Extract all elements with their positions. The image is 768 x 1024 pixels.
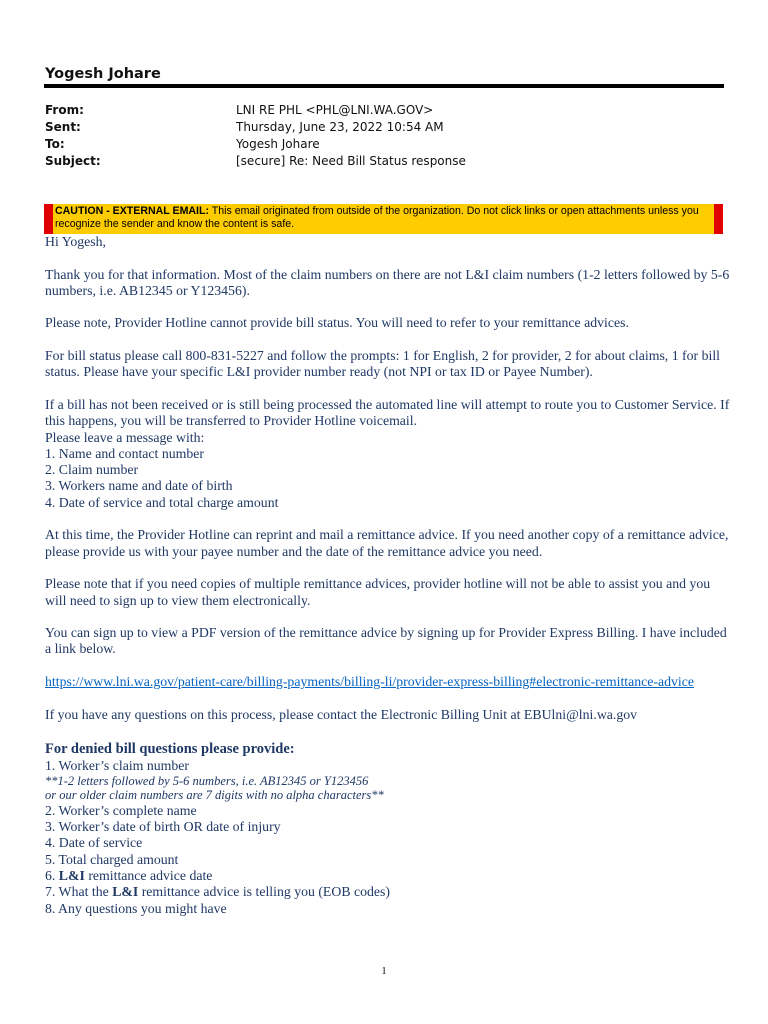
sent-label: Sent: xyxy=(45,120,81,134)
paragraph-ebu-contact: If you have any questions on this process, please contact the Electronic Billing Unit at EBUlni@lni.wa.gov xyxy=(45,706,638,722)
denied-list-item: 6. L&I remittance advice date xyxy=(45,867,213,883)
denied-bill-heading: For denied bill questions please provide: xyxy=(45,741,295,758)
to-value: Yogesh Johare xyxy=(236,137,320,151)
header-row-to xyxy=(45,136,725,153)
header-row-subject xyxy=(45,153,725,170)
header-rule xyxy=(44,84,724,88)
denied-list-item: 1. Worker’s claim number xyxy=(45,757,189,773)
message-list-item: 2. Claim number xyxy=(45,462,139,478)
paragraph-multiple-copies: Please note that if you need copies of multiple remittance advices, provider hotline will not be able to assist you and you will need to sign up to view them electronically. xyxy=(45,576,711,608)
paragraph-pdf-signup: You can sign up to view a PDF version of the remittance advice by signing up for Provider Express Billing. I have included a link below. xyxy=(45,625,727,657)
email-body xyxy=(45,234,730,917)
provider-express-billing-link[interactable]: https://www.lni.wa.gov/patient-care/billing-payments/billing-li/provider-express-billing#electronic-remittance-advice xyxy=(45,674,694,690)
message-list-item: 3. Workers name and date of birth xyxy=(45,478,233,494)
page-number: 1 xyxy=(381,966,387,977)
subject-label: Subject: xyxy=(45,154,101,168)
greeting: Hi Yogesh, xyxy=(45,234,106,249)
claim-number-legacy-note: or our older claim numbers are 7 digits with no alpha characters** xyxy=(45,788,384,803)
message-list-item: 1. Name and contact number xyxy=(45,445,204,461)
denied-list-item: 5. Total charged amount xyxy=(45,851,179,867)
paragraph-claim-numbers: Thank you for that information. Most of the claim numbers on there are not L&I claim numbers (1-2 letters followed by 5-6 numbers, i.e. AB12345 or Y123456). xyxy=(45,266,730,298)
header-row-from xyxy=(45,102,725,119)
denied-list-item: 8. Any questions you might have xyxy=(45,900,227,916)
leave-message-intro: Please leave a message with: xyxy=(45,429,205,445)
external-email-caution-banner xyxy=(44,204,723,234)
denied-list-item: 4. Date of service xyxy=(45,835,143,851)
sent-value: Thursday, June 23, 2022 10:54 AM xyxy=(236,120,444,134)
paragraph-bill-status-note: Please note, Provider Hotline cannot provide bill status. You will need to refer to your remittance advices. xyxy=(45,315,629,331)
denied-list-item: 2. Worker’s complete name xyxy=(45,802,197,818)
denied-list-item: 7. What the L&I remittance advice is telling you (EOB codes) xyxy=(45,884,390,900)
caution-text: This email originated from outside of the organization. Do not click links or open attachments unless you recognize the sender and know the content is safe. xyxy=(55,205,699,230)
paragraph-voicemail: If a bill has not been received or is still being processed the automated line will attempt to route you to Customer Service. If this happens, you will be transferred to Provider Hotline voicemail. xyxy=(45,396,730,429)
header-row-sent xyxy=(45,119,725,136)
paragraph-phone-prompts: For bill status please call 800-831-5227 and follow the prompts: 1 for English, 2 for provider, 2 for about claims, 1 for bill status. Please have your specific L&I provider number ready (not NPI or tax ID or Payee Number). xyxy=(45,348,720,380)
mailbox-owner-name: Yogesh Johare xyxy=(45,66,161,82)
paragraph-reprint: At this time, the Provider Hotline can reprint and mail a remittance advice. If you need another copy of a remittance advice, please provide us with your payee number and the date of the remittance advice you need. xyxy=(45,527,729,559)
message-list-item: 4. Date of service and total charge amount xyxy=(45,494,279,510)
from-label: From: xyxy=(45,103,84,117)
from-value: LNI RE PHL <PHL@LNI.WA.GOV> xyxy=(236,103,434,117)
email-header xyxy=(45,102,725,170)
denied-list-item: 3. Worker’s date of birth OR date of injury xyxy=(45,819,281,835)
claim-number-format-note: **1-2 letters followed by 5-6 numbers, i.e. AB12345 or Y123456 xyxy=(45,773,369,788)
subject-value: [secure] Re: Need Bill Status response xyxy=(236,154,466,168)
caution-title: CAUTION - EXTERNAL EMAIL: xyxy=(55,205,209,217)
to-label: To: xyxy=(45,137,65,151)
